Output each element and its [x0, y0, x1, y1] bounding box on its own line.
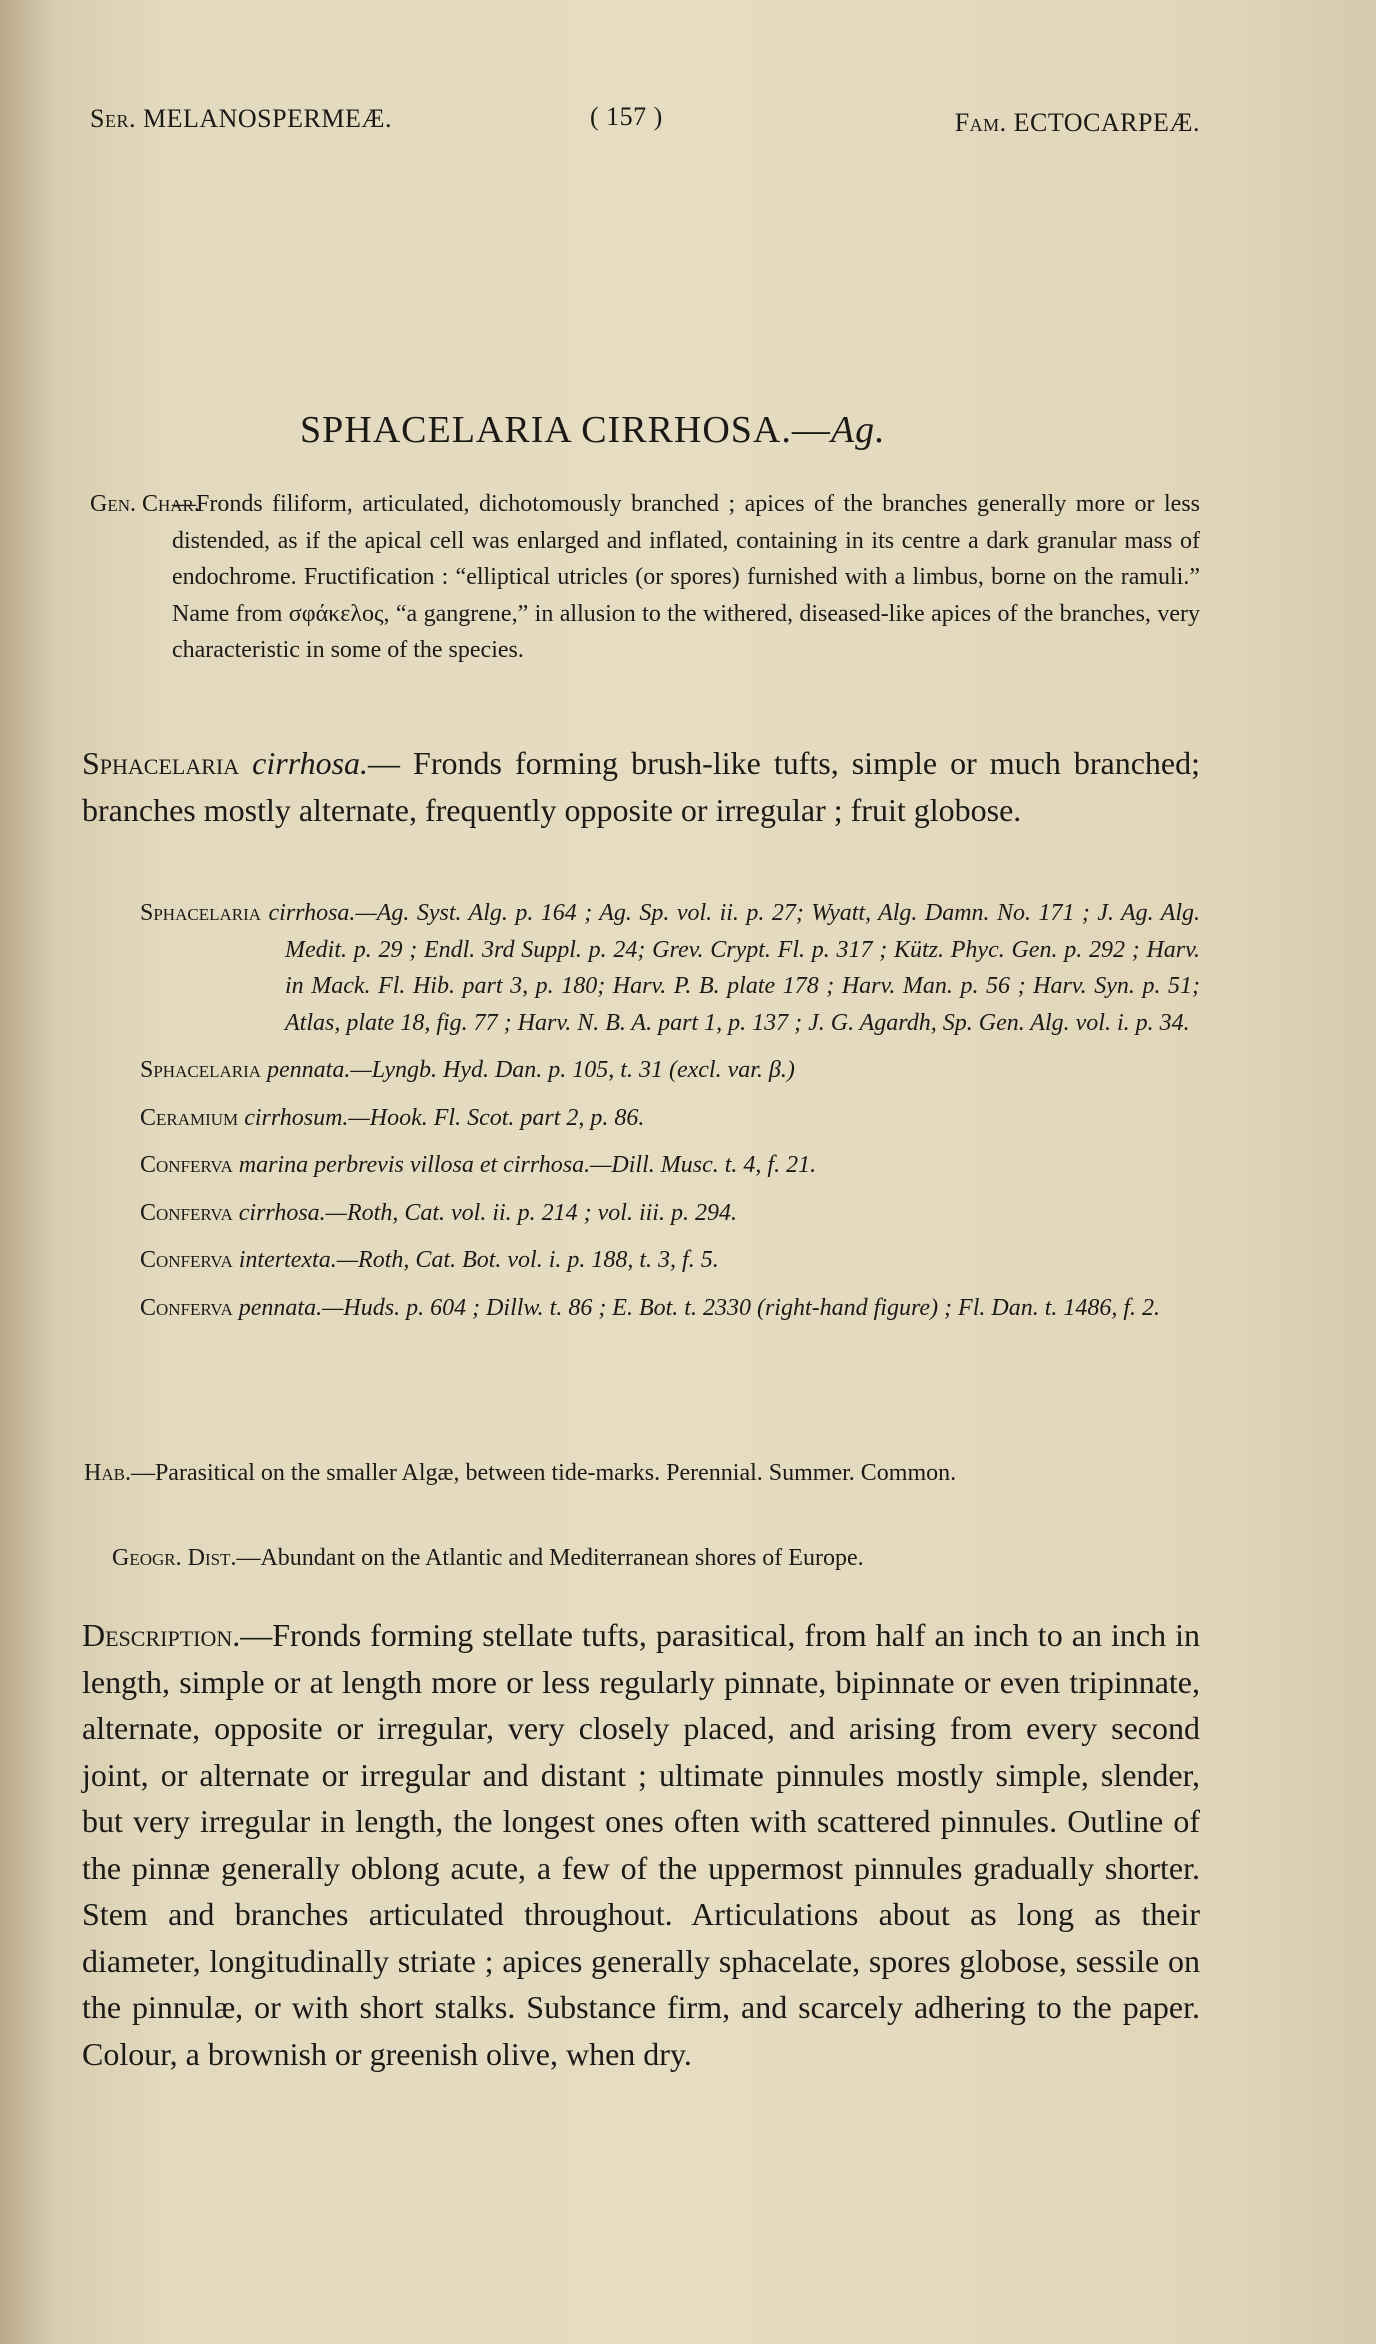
- synonym-entry: Conferva marina perbrevis villosa et cirrhosa.—Dill. Musc. t. 4, f. 21.: [140, 1152, 817, 1178]
- synonym-entry: Ceramium cirrhosum.—Hook. Fl. Scot. part 2, p. 86.: [140, 1104, 645, 1131]
- geographic-distribution: Geogr. Dist.—Abundant on the Atlantic and Mediterranean shores of Europe.: [112, 1545, 864, 1571]
- page-number: ( 157 ): [590, 102, 663, 131]
- generic-character: [90, 486, 1200, 669]
- header-left: Ser. MELANOSPERMEÆ.: [90, 104, 392, 133]
- synonym-entry: Conferva pennata.—Huds. p. 604 ; Dillw. t. 86 ; E. Bot. t. 2330 (right-hand figure) ; Fl. Dan. t. 1486, f. 2.: [140, 1294, 1161, 1321]
- synonym-entry: Conferva intertexta.—Roth, Cat. Bot. vol. i. p. 188, t. 3, f. 5.: [140, 1247, 719, 1273]
- header-right: Fam. ECTOCARPEÆ.: [954, 108, 1200, 137]
- habitat: Hab.—Parasitical on the smaller Algæ, between tide-marks. Perennial. Summer. Common.: [84, 1460, 957, 1486]
- species-title: SPHACELARIA CIRRHOSA.—Ag.: [300, 409, 886, 451]
- synonym-entry: Sphacelaria cirrhosa.—Ag. Syst. Alg. p. 164 ; Ag. Sp. vol. ii. p. 27; Wyatt, Alg. Damn. No. 171 ; J. Ag. Alg. Medit. p. 29 ; Endl. 3rd Suppl. p. 24; Grev. Crypt. Fl. p. 317 ; Kütz. Phyc. Gen. p. 292 ; Harv. in Mack. Fl. Hib. part 3, p. 180; Harv. P. B. plate 178 ; Harv. Man. p. 56 ; Harv. Syn. p. 51; Atlas, plate 18, fig. 77 ; Harv. N. B. A. part 1, p. 137 ; J. G. Agardh, Sp. Gen. Alg. vol. i. p. 34.: [140, 900, 1201, 1036]
- synonym-entry: Conferva cirrhosa.—Roth, Cat. vol. ii. p. 214 ; vol. iii. p. 294.: [140, 1199, 737, 1226]
- synonym-entry: Sphacelaria pennata.—Lyngb. Hyd. Dan. p. 105, t. 31 (excl. var. β.): [140, 1057, 795, 1083]
- description: Description.—Fronds forming stellate tufts, parasitical, from half an inch to an inch in length, simple or at length more or less regularly pinnate, bipinnate or even tripinnate, alternate, opposite or irregular, very closely placed, and arising from every second joint, or alternate or irregular and distant ; ultimate pinnules mostly simple, slender, but very irregular in length, the longest ones often with scattered pinnules. Outline of the pinnæ generally oblong acute, a few of the uppermost pinnules gradually shorter. Stem and branches articulated throughout. Articulations about as long as their diameter, longitudinally striate ; apices generally sphacelate, spores globose, sessile on the pinnulæ, or with short stalks. Substance firm, and scarcely adhering to the paper. Colour, a brownish or greenish olive, when dry.: [82, 1617, 1200, 2072]
- species-diagnosis: Sphacelaria cirrhosa.— Fronds forming brush-like tufts, simple or much branched; branches mostly alternate, frequently opposite or irregular ; fruit globose.: [82, 745, 1201, 828]
- gen-char-label: Gen. Char.: [90, 491, 200, 517]
- synonymy-list: [140, 895, 1200, 1326]
- gen-char-text: —Fronds filiform, articulated, dichotomously branched ; apices of the branches generally more or less distended, as if the apical cell was enlarged and inflated, containing in its centre a dark granular mass of endochrome. Fructification : “elliptical utricles (or spores) furnished with a limbus, borne on the ramuli.” Name from σφάκελος, “a gangrene,” in allusion to the withered, diseased-like apices of the branches, very characteristic in some of the species.: [172, 491, 1200, 663]
